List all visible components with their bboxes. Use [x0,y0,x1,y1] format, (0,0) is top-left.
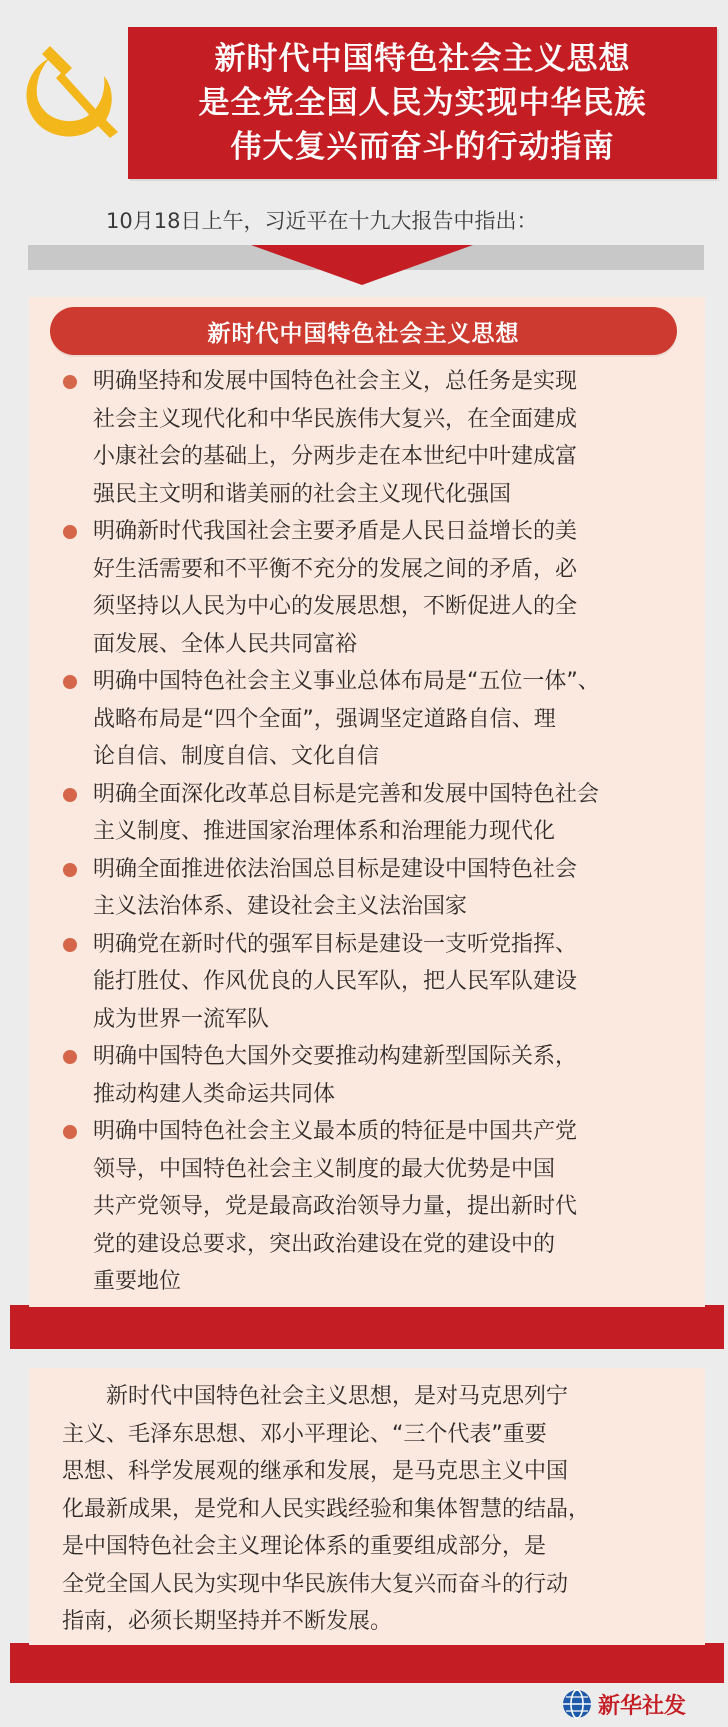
summary-line: 指南，必须长期坚持并不断发展。 [62,1609,393,1634]
title-line: 新时代中国特色社会主义思想 [214,41,631,77]
list-item-line: 明确党在新时代的强军目标是建设一支听党指挥、 [93,931,578,957]
title-line: 是全党全国人民为实现中华民族 [198,85,647,121]
section-heading: 新时代中国特色社会主义思想 [50,307,677,355]
list-item-line: 明确全面深化改革总目标是完善和发展中国特色社会 [93,781,600,807]
list-item-line: 成为世界一流军队 [93,1006,270,1032]
list-item-line: 战略布局是“四个全面”，强调坚定道路自信、理 [93,706,556,732]
hammer-and-sickle-icon [10,40,120,155]
list-item-line: 强民主文明和谐美丽的社会主义现代化强国 [93,481,512,507]
title-line: 伟大复兴而奋斗的行动指南 [230,129,615,165]
list-item-line: 论自信、制度自信、文化自信 [93,744,380,769]
summary-line: 主义、毛泽东思想、邓小平理论、“三个代表”重要 [62,1421,547,1447]
list-item-line: 能打胜仗、作风优良的人民军队，把人民军队建设 [93,969,578,994]
summary-paragraph [62,1378,702,1641]
list-item [63,1113,703,1301]
list-item [63,926,703,1039]
list-item [63,1038,703,1113]
list-item-line: 面发展、全体人民共同富裕 [93,631,358,657]
bullet-dot-icon [63,938,77,952]
list-item-line: 领导，中国特色社会主义制度的最大优势是中国 [93,1156,556,1182]
list-item-line: 好生活需要和不平衡不充分的发展之间的矛盾，必 [93,556,578,582]
list-item-line: 明确全面推进依法治国总目标是建设中国特色社会 [93,856,578,882]
list-item-line: 党的建设总要求，突出政治建设在党的建设中的 [93,1231,556,1257]
list-item [63,513,703,663]
list-item-line: 共产党领导，党是最高政治领导力量，提出新时代 [93,1194,578,1219]
list-item [63,776,703,851]
summary-line: 全党全国人民为实现中华民族伟大复兴而奋斗的行动 [62,1571,569,1597]
list-item-line: 明确中国特色大国外交要推动构建新型国际关系， [93,1044,578,1069]
list-item-line: 推动构建人类命运共同体 [93,1081,336,1107]
list-item-line: 明确中国特色社会主义事业总体布局是“五位一体”、 [93,669,600,694]
xinhua-logo [562,1687,722,1721]
intro-text: 10月18日上午，习近平在十九大报告中指出： [106,209,538,233]
title-banner [128,27,717,179]
panel-base [10,1643,724,1683]
bullet-dot-icon [63,525,77,539]
list-item-line: 明确新时代我国社会主要矛盾是人民日益增长的美 [93,519,578,544]
down-arrow-icon [251,245,473,285]
list-item-line: 重要地位 [93,1269,182,1294]
points-list [63,363,703,1301]
list-item-line: 小康社会的基础上，分两步走在本世纪中叶建成富 [93,444,578,469]
bullet-dot-icon [63,1125,77,1139]
bullet-dot-icon [63,1050,77,1064]
list-item [63,363,703,513]
summary-line: 化最新成果，是党和人民实践经验和集体智慧的结晶， [62,1496,591,1522]
footer-label: 新华社发 [598,1693,687,1719]
list-item-line: 主义制度、推进国家治理体系和治理能力现代化 [93,819,556,844]
summary-line: 新时代中国特色社会主义思想，是对马克思列宁 [62,1384,569,1409]
bullet-dot-icon [63,863,77,877]
list-item [63,851,703,926]
summary-line: 思想、科学发展观的继承和发展，是马克思主义中国 [62,1459,569,1484]
xinhua-globe-icon [562,1689,592,1719]
list-item-line: 须坚持以人民为中心的发展思想，不断促进人的全 [93,594,578,619]
panel-base [10,1305,724,1349]
list-item-line: 明确坚持和发展中国特色社会主义，总任务是实现 [93,369,578,394]
bullet-dot-icon [63,375,77,389]
list-item-line: 明确中国特色社会主义最本质的特征是中国共产党 [93,1119,578,1144]
summary-line: 是中国特色社会主义理论体系的重要组成部分，是 [62,1534,547,1559]
bullet-dot-icon [63,788,77,802]
list-item-line: 主义法治体系、建设社会主义法治国家 [93,894,468,919]
bullet-dot-icon [63,675,77,689]
list-item-line: 社会主义现代化和中华民族伟大复兴，在全面建成 [93,406,578,432]
list-item [63,663,703,776]
